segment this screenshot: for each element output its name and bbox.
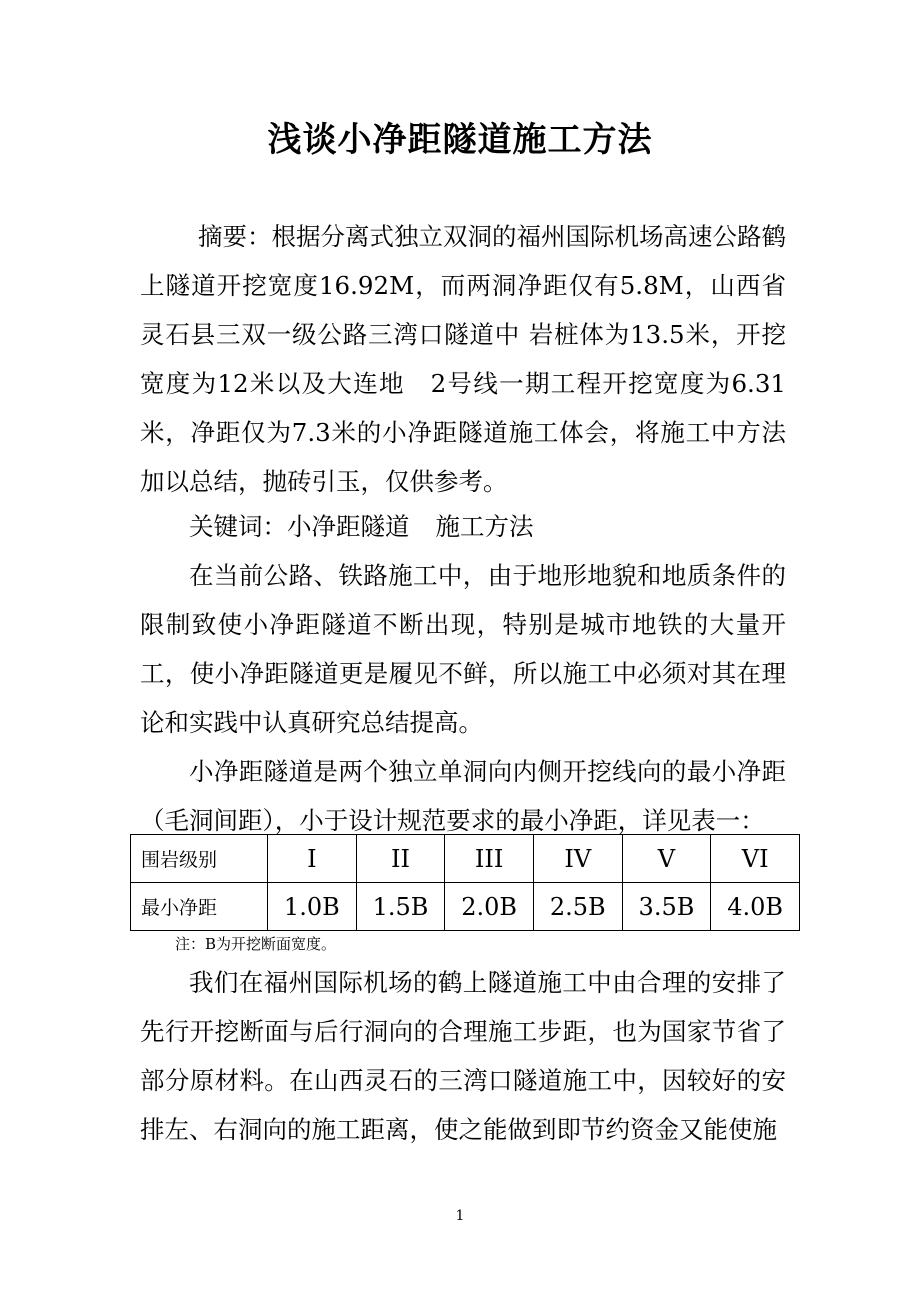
document-title: 浅谈小净距隧道施工方法	[267, 120, 653, 160]
keywords-line	[140, 502, 786, 551]
grade-cell: I	[268, 835, 357, 883]
definition-paragraph: 小净距隧道是两个独立单洞向内侧开挖线向的最小净距（毛洞间距），小于设计规范要求的最小净距，详见表一：	[140, 757, 786, 835]
keyword-item: 小净距隧道	[287, 512, 410, 541]
table-row	[131, 883, 800, 931]
grade-cell: IV	[533, 835, 622, 883]
keyword-item: 施工方法	[435, 512, 534, 541]
grade-cell: VI	[711, 835, 800, 883]
page-number: 1	[455, 1208, 465, 1224]
value-cell: 4.0B	[711, 883, 800, 931]
min-spacing-table	[130, 834, 800, 931]
value-cell: 2.0B	[445, 883, 534, 931]
intro-paragraph: 在当前公路、铁路施工中，由于地形地貌和地质条件的限制致使小净距隧道不断出现，特别是城市地铁的大量开工，使小净距隧道更是履见不鲜，所以施工中必须对其在理论和实践中认真研究总结提高。	[140, 561, 786, 737]
table-row	[131, 835, 800, 883]
grade-cell: III	[445, 835, 534, 883]
body-paragraph: 我们在福州国际机场的鹤上隧道施工中由合理的安排了先行开挖断面与后行洞向的合理施工步距，也为国家节省了部分原材料。在山西灵石的三湾口隧道施工中，因较好的安排左、右洞向的施工距离，使之能做到即节约资金又能使施	[140, 968, 786, 1144]
grade-cell: II	[356, 835, 445, 883]
value-cell: 2.5B	[533, 883, 622, 931]
table-note: 注：B为开挖断面宽度。	[175, 935, 337, 953]
table-header-cell: 围岩级别	[131, 835, 268, 883]
abstract-paragraph: 摘要：根据分离式独立双洞的福州国际机场高速公路鹤上隧道开挖宽度16.92M，而两洞净距仅有5.8M，山西省灵石县三双一级公路三湾口隧道中 岩桩体为13.5米，开挖宽度为12米以及大连地 2号线一期工程开挖宽度为6.31米，净距仅为7.3米的小净距隧道施工体会，将施工中方法加以总结，抛砖引玉，仅供参考。	[140, 222, 786, 496]
value-cell: 3.5B	[622, 883, 711, 931]
value-cell: 1.5B	[356, 883, 445, 931]
grade-cell: V	[622, 835, 711, 883]
value-cell: 1.0B	[268, 883, 357, 931]
table-row-label: 最小净距	[131, 883, 268, 931]
keywords-label: 关键词：	[189, 512, 287, 541]
